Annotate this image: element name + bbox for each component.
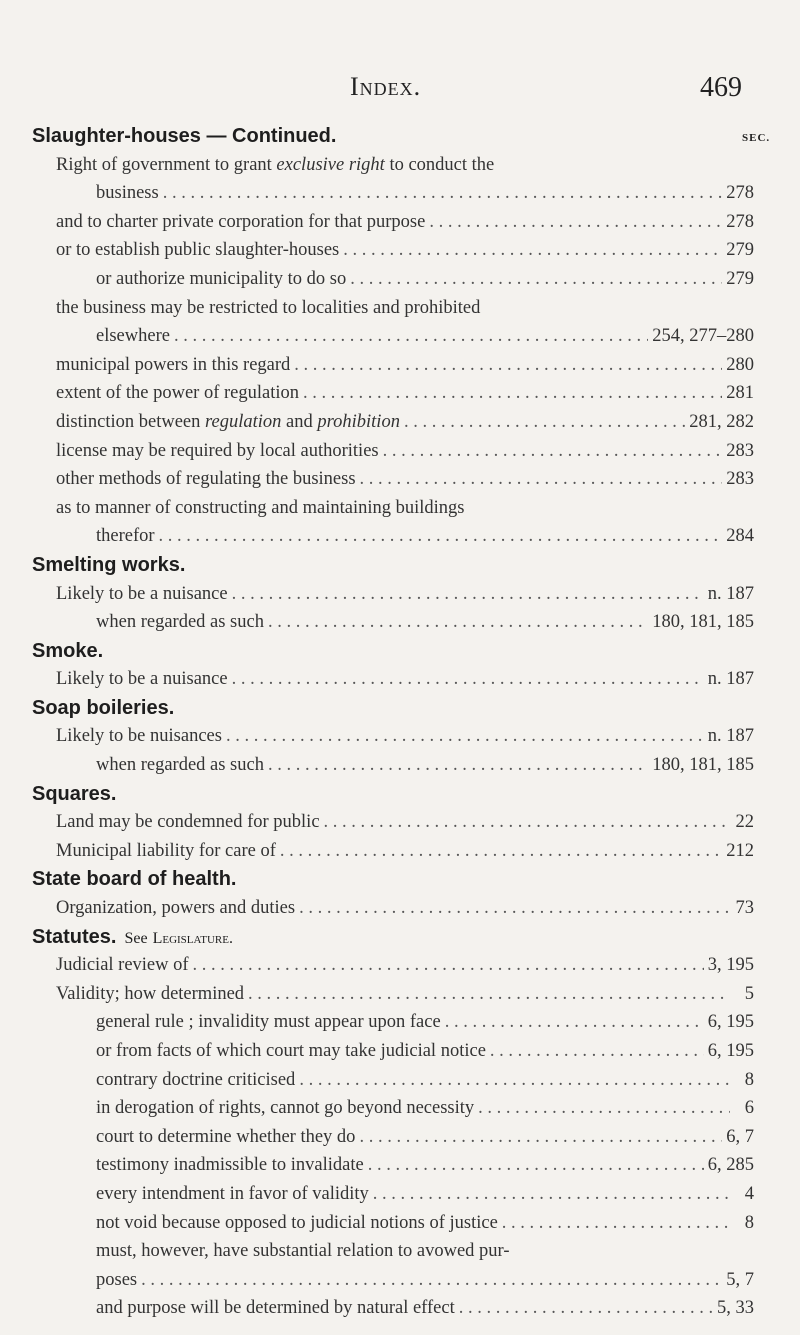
dot-leader: [268, 751, 648, 780]
dot-leader: [324, 808, 730, 837]
index-heading: [0, 865, 800, 894]
section-reference: 6: [744, 1098, 754, 1119]
index-entry: [0, 522, 800, 551]
index-entry: [0, 1209, 800, 1238]
entry-text: or to establish public slaughter-houses: [56, 240, 340, 261]
dot-leader: [429, 208, 722, 237]
entry-text: contrary doctrine criticised: [96, 1069, 296, 1090]
entry-text: Likely to be a nuisance: [56, 669, 228, 690]
index-entry: [0, 236, 800, 265]
section-reference: 6, 195: [707, 1041, 754, 1061]
entry-text: and to charter private corporation for that purpose: [56, 211, 426, 232]
section-reference: 278: [726, 211, 754, 232]
dot-leader: [343, 236, 722, 265]
section-reference: 8: [744, 1212, 754, 1233]
entry-text-part: to conduct the: [384, 154, 495, 175]
dot-leader: [350, 265, 722, 294]
section-reference: 6, 195: [707, 1012, 754, 1033]
section-reference: 22: [735, 812, 754, 833]
entry-text: Validity; how determined: [56, 983, 245, 1004]
dot-leader: [445, 1008, 704, 1037]
index-entry: [0, 1008, 800, 1037]
dot-leader: [459, 1294, 713, 1323]
index-entry: [0, 1037, 800, 1066]
entry-text-part: Right of government to grant: [56, 154, 277, 175]
dot-leader: [268, 608, 648, 637]
entry-text: municipal powers in this regard: [56, 354, 291, 375]
section-reference: 278: [726, 183, 754, 204]
see-reference: [124, 925, 233, 954]
dot-leader: [360, 465, 723, 494]
dot-leader: [141, 1266, 722, 1295]
entry-text: testimony inadmissible to invalidate: [96, 1155, 364, 1176]
dot-leader: [502, 1209, 730, 1238]
dot-leader: [383, 437, 723, 466]
index-entry: [0, 751, 800, 780]
dot-leader: [299, 1066, 730, 1095]
entry-text: [56, 151, 494, 180]
index-entry: [0, 951, 800, 980]
section-reference: 6, 7: [726, 1126, 754, 1147]
heading-text: Squares.: [32, 782, 117, 805]
index-heading: [0, 637, 800, 666]
entry-text: Organization, powers and duties: [56, 898, 296, 919]
entry-text-part: the business may be restricted to localities and prohibited: [56, 297, 481, 318]
index-entry: [0, 837, 800, 866]
dot-leader: [232, 665, 704, 694]
entry-text: Likely to be nuisances: [56, 726, 222, 747]
section-reference: 284: [726, 526, 754, 547]
entry-text-part: as to manner of constructing and maintaining buildings: [56, 497, 465, 518]
entry-text: Judicial review of: [56, 955, 189, 976]
entry-text: poses: [96, 1269, 138, 1290]
section-reference: 8: [744, 1069, 754, 1090]
index-entry: [0, 351, 800, 380]
index-entry-wrapped: [0, 494, 800, 523]
entry-text: and purpose will be determined by natural effect: [96, 1298, 455, 1319]
heading-text: State board of health.: [32, 868, 237, 891]
dot-leader: [294, 351, 722, 380]
dot-leader: [280, 837, 722, 866]
entry-text: every intendment in favor of validity: [96, 1183, 369, 1204]
section-reference: 212: [726, 840, 754, 861]
entry-text: license may be required by local authorities: [56, 440, 379, 461]
index-entry: [0, 580, 800, 609]
section-reference: 5: [744, 983, 754, 1004]
index-heading: [0, 551, 800, 580]
index-entry: [0, 379, 800, 408]
entry-text: or authorize municipality to do so: [96, 268, 347, 289]
entry-text: in derogation of rights, cannot go beyond necessity: [96, 1098, 475, 1119]
dot-leader: [368, 1151, 704, 1180]
section-reference: n. 187: [707, 669, 754, 690]
page-number: 469: [700, 72, 742, 103]
dot-leader: [226, 722, 704, 751]
dot-leader: [373, 1180, 730, 1209]
entry-text: other methods of regulating the business: [56, 469, 356, 490]
index-heading: [0, 694, 800, 723]
section-reference: 5, 33: [717, 1298, 754, 1319]
entry-text: [56, 294, 480, 323]
section-reference: 4: [744, 1183, 754, 1204]
index-entry: [0, 265, 800, 294]
dot-leader: [404, 408, 685, 437]
dot-leader: [193, 951, 704, 980]
dot-leader: [232, 580, 704, 609]
section-reference: 254, 277–280: [652, 326, 754, 347]
dot-leader: [163, 179, 723, 208]
dot-leader: [478, 1094, 730, 1123]
index-entry: [0, 1151, 800, 1180]
entry-text: extent of the power of regulation: [56, 383, 299, 404]
index-entry: [0, 1294, 800, 1323]
section-reference: 283: [726, 469, 754, 490]
entry-text: business: [96, 183, 159, 204]
entry-text: when regarded as such: [96, 612, 264, 633]
dot-leader: [299, 894, 730, 923]
heading-text: Soap boileries.: [32, 696, 175, 719]
entry-text: Likely to be a nuisance: [56, 583, 228, 604]
section-reference: 5, 7: [726, 1269, 754, 1290]
dot-leader: [248, 980, 730, 1009]
section-reference: n. 187: [707, 726, 754, 747]
section-column-label: SEC.: [742, 132, 771, 144]
index-entry: [0, 1266, 800, 1295]
section-reference: 279: [726, 240, 754, 261]
entry-text: Land may be condemned for public: [56, 812, 320, 833]
emphasis-text: exclusive right: [276, 154, 385, 175]
section-reference: n. 187: [707, 583, 754, 604]
entry-text-part: distinction between: [56, 411, 205, 432]
section-reference: 283: [726, 440, 754, 461]
index-entry: [0, 1180, 800, 1209]
entry-text-part: and: [281, 411, 318, 432]
section-reference: 180, 181, 185: [652, 612, 754, 633]
index-heading: [0, 923, 800, 952]
emphasis-text: prohibition: [317, 411, 400, 432]
index-entry: [0, 408, 800, 437]
index-entry-wrapped: [0, 294, 800, 323]
header-title: Index.: [350, 72, 422, 101]
dot-leader: [174, 322, 648, 351]
emphasis-text: regulation: [205, 411, 282, 432]
heading-text: Smoke.: [32, 639, 104, 662]
index-entries: [0, 122, 800, 1323]
entry-text: or from facts of which court may take judicial notice: [96, 1041, 486, 1061]
index-heading: [0, 780, 800, 809]
entry-text: court to determine whether they do: [96, 1126, 356, 1147]
dot-leader: [490, 1037, 704, 1066]
entry-text: when regarded as such: [96, 755, 264, 776]
index-entry: [0, 894, 800, 923]
dot-leader: [303, 379, 722, 408]
index-entry: [0, 437, 800, 466]
entry-text-part: must, however, have substantial relation to avowed pur-: [96, 1241, 510, 1262]
index-entry: [0, 722, 800, 751]
index-entry: [0, 465, 800, 494]
heading-text: Smelting works.: [32, 553, 186, 576]
section-reference: 3, 195: [707, 955, 754, 976]
section-reference: 279: [726, 268, 754, 289]
dot-leader: [159, 522, 723, 551]
index-entry: [0, 208, 800, 237]
section-reference: 281: [726, 383, 754, 404]
index-entry: [0, 1094, 800, 1123]
index-heading: [0, 122, 800, 151]
entry-text: general rule ; invalidity must appear upon face: [96, 1012, 441, 1033]
entry-text: [56, 494, 464, 523]
index-entry: [0, 179, 800, 208]
section-reference: 73: [735, 898, 754, 919]
see-target: Legislature.: [152, 929, 233, 947]
section-reference: 281, 282: [689, 411, 754, 432]
index-entry: [0, 665, 800, 694]
section-reference: 6, 285: [707, 1155, 754, 1176]
index-entry: [0, 980, 800, 1009]
index-entry: [0, 808, 800, 837]
entry-text: Municipal liability for care of: [56, 840, 276, 861]
entry-text: not void because opposed to judicial notions of justice: [96, 1212, 498, 1233]
index-entry: [0, 1123, 800, 1152]
index-entry: [0, 608, 800, 637]
see-label: See: [124, 929, 148, 947]
index-entry-wrapped: [0, 1237, 800, 1266]
heading-text: Slaughter-houses — Continued.: [32, 125, 337, 147]
section-reference: 280: [726, 354, 754, 375]
index-entry: [0, 322, 800, 351]
heading-text: Statutes.: [32, 925, 117, 948]
entry-text: therefor: [96, 526, 155, 547]
index-entry: [0, 1066, 800, 1095]
dot-leader: [359, 1123, 722, 1152]
entry-text: [96, 1237, 510, 1266]
entry-text: elsewhere: [96, 326, 170, 347]
running-header: [0, 70, 800, 110]
index-entry-wrapped: [0, 151, 800, 180]
section-reference: 180, 181, 185: [652, 755, 754, 776]
entry-text: [56, 408, 400, 437]
